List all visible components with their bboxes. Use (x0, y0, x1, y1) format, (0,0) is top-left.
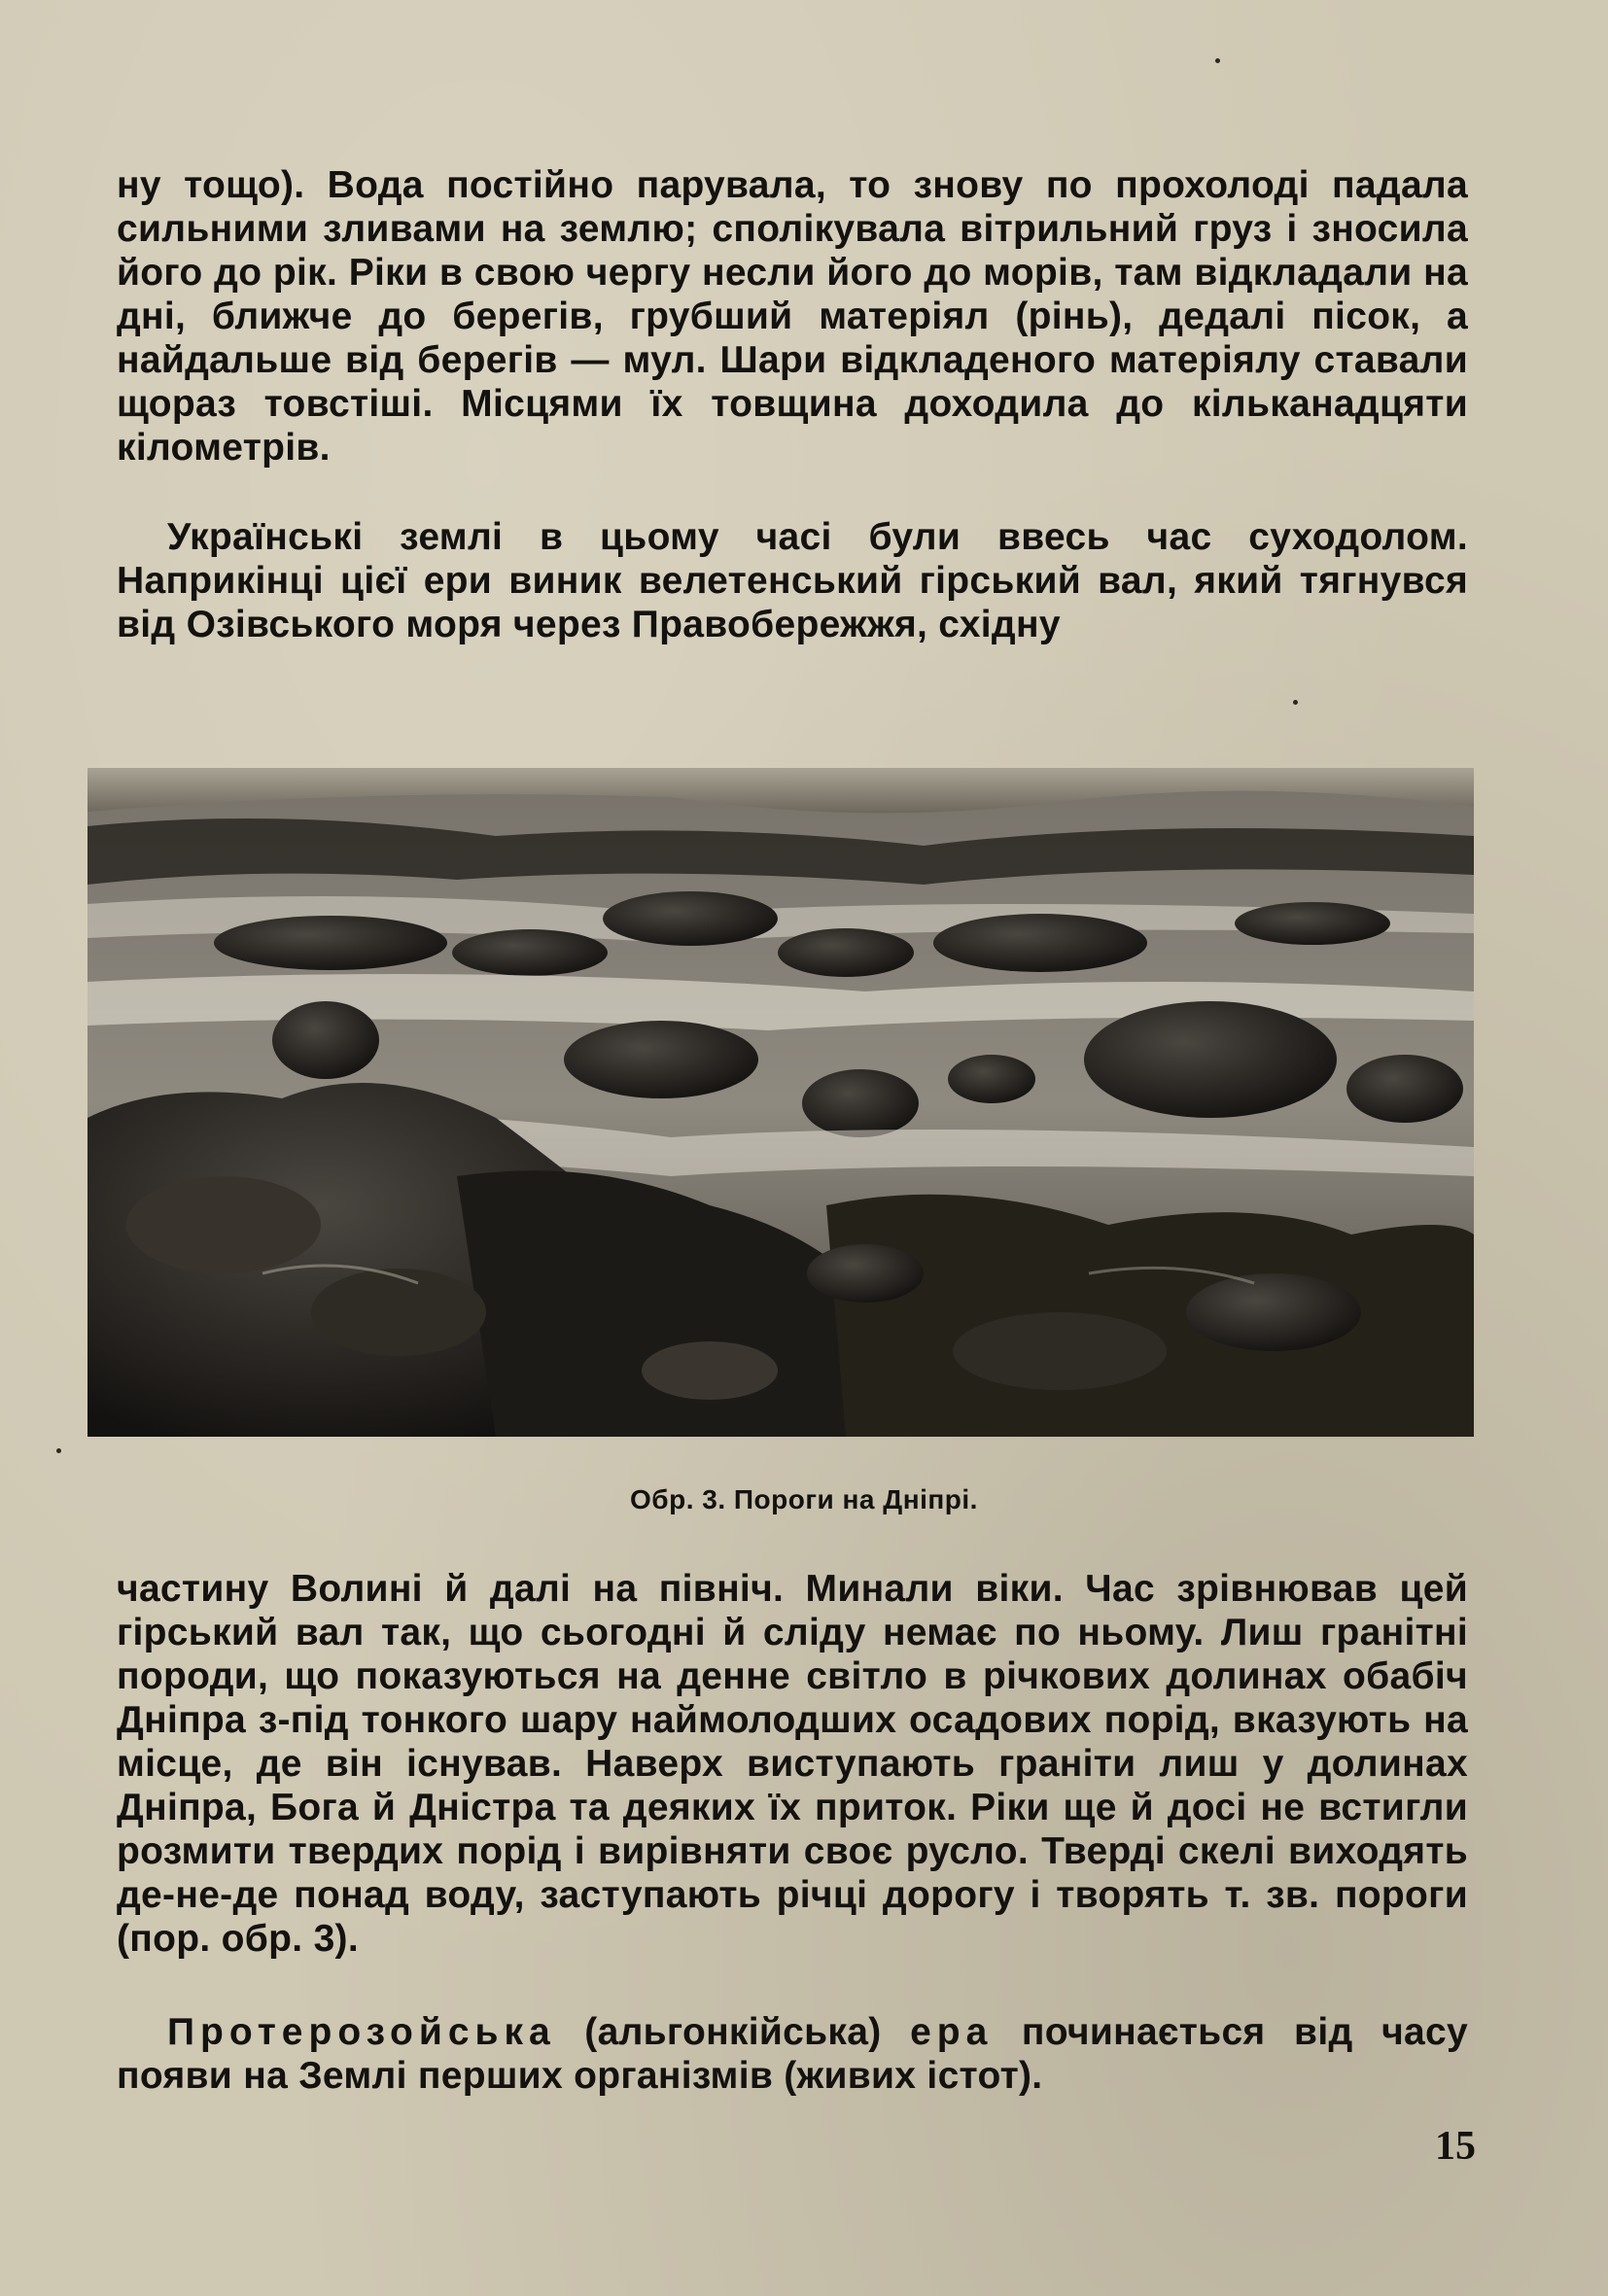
print-speck (1293, 700, 1298, 705)
figure-dnipro-rapids (87, 768, 1474, 1437)
paragraph-2: Українські землі в цьому часі були ввесь час суходолом. Наприкінці цієї ери виник велетенський гірський вал, який тягнувся від Озівського моря через Правобережжя, східну (117, 516, 1468, 645)
rapids-photo (87, 768, 1474, 1437)
paragraph-1: ну тощо). Вода постійно парувала, то знову по прохолоді падала сильними зливами на землю; сполікувала вітрильний груз і зносила його до рік. Ріки в свою чергу несли його до морів, там відкладали на дні, ближче до берегів, грубший матеріял (рінь), дедалі пісок, а найдальше від берегів — мул. Шари відкладеного матеріялу ставали щораз товстіші. Місцями їх товщина доходила до кільканадцяти кілометрів. (117, 164, 1468, 469)
term-proterozoic: Протерозойська (167, 2011, 556, 2053)
term-era: ера (910, 2011, 994, 2053)
term-algonkian: (альгонкійська) (555, 2011, 911, 2053)
paragraph-4-rest: починається від часу появи на Землі перших організмів (живих істот). (117, 2011, 1469, 2097)
print-speck (1215, 58, 1220, 63)
print-speck (56, 1448, 61, 1453)
paragraph-3: частину Волині й далі на північ. Минали віки. Час зрівнював цей гірський вал так, що сьогодні й сліду немає по ньому. Лиш гранітні породи, що показуються на денне світло в річкових долинах обабіч Дніпра з-під тонкого шару наймолодших осадових порід, вказують на місце, де він існував. Наверх виступають граніти лиш у долинах Дніпра, Бога й Дністра та деяких їх приток. Ріки ще й досі не встигли розмити твердих порід і вирівняти своє русло. Тверді скелі виходять де-не-де понад воду, заступають річці дорогу і творять т. зв. пороги (пор. обр. 3). (117, 1568, 1468, 1960)
page-number: 15 (1435, 2124, 1476, 2169)
paragraph-4 (117, 2010, 1468, 2098)
figure-caption: Обр. 3. Пороги на Дніпрі. (630, 1484, 978, 1514)
